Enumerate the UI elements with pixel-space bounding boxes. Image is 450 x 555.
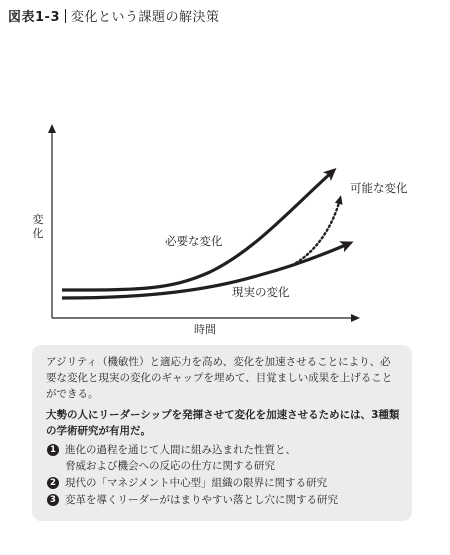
figure-title-text: 変化という課題の解決策 (71, 10, 220, 25)
possible-change-curve (296, 199, 340, 263)
necessary-change-label: 必要な変化 (165, 234, 223, 248)
list-item (46, 442, 400, 474)
list-item-text: 進化の過程を通じて人間に組み込まれた性質と、 (65, 444, 296, 456)
actual-change-label: 現実の変化 (232, 285, 290, 299)
possible-change-label: 可能な変化 (350, 181, 408, 195)
x-axis-label: 時間 (194, 323, 216, 336)
list-item (46, 492, 400, 508)
number-badge: 3 (47, 494, 59, 506)
research-list (46, 442, 400, 508)
intro-text: アジリティ（機敏性）と適応力を高め、変化を加速させることにより、必要な変化と現実の変化のギャップを埋めて、目覚ましい成果を上げることができる。 (46, 356, 393, 400)
question-text: 大勢の人にリーダーシップを発揮させて変化を加速させるためには、3種類の学術研究が有用だ。 (46, 409, 400, 437)
explanation-box (32, 345, 412, 521)
number-badge: 2 (47, 477, 59, 489)
list-item-text: 現代の「マネジメント中心型」組織の限界に関する研究 (65, 477, 328, 489)
necessary-change-curve (62, 172, 332, 290)
y-axis-label-1: 変 (32, 213, 44, 226)
list-item-text-cont: 脅威および機会への反応の仕方に関する研究 (65, 460, 275, 472)
figure-number: 図表1-3 (8, 10, 60, 25)
list-item-text: 変革を導くリーダーがはまりやすい落とし穴に関する研究 (65, 494, 338, 506)
number-badge: 1 (47, 444, 59, 456)
y-axis-label-2: 化 (32, 227, 44, 240)
list-item (46, 475, 400, 491)
